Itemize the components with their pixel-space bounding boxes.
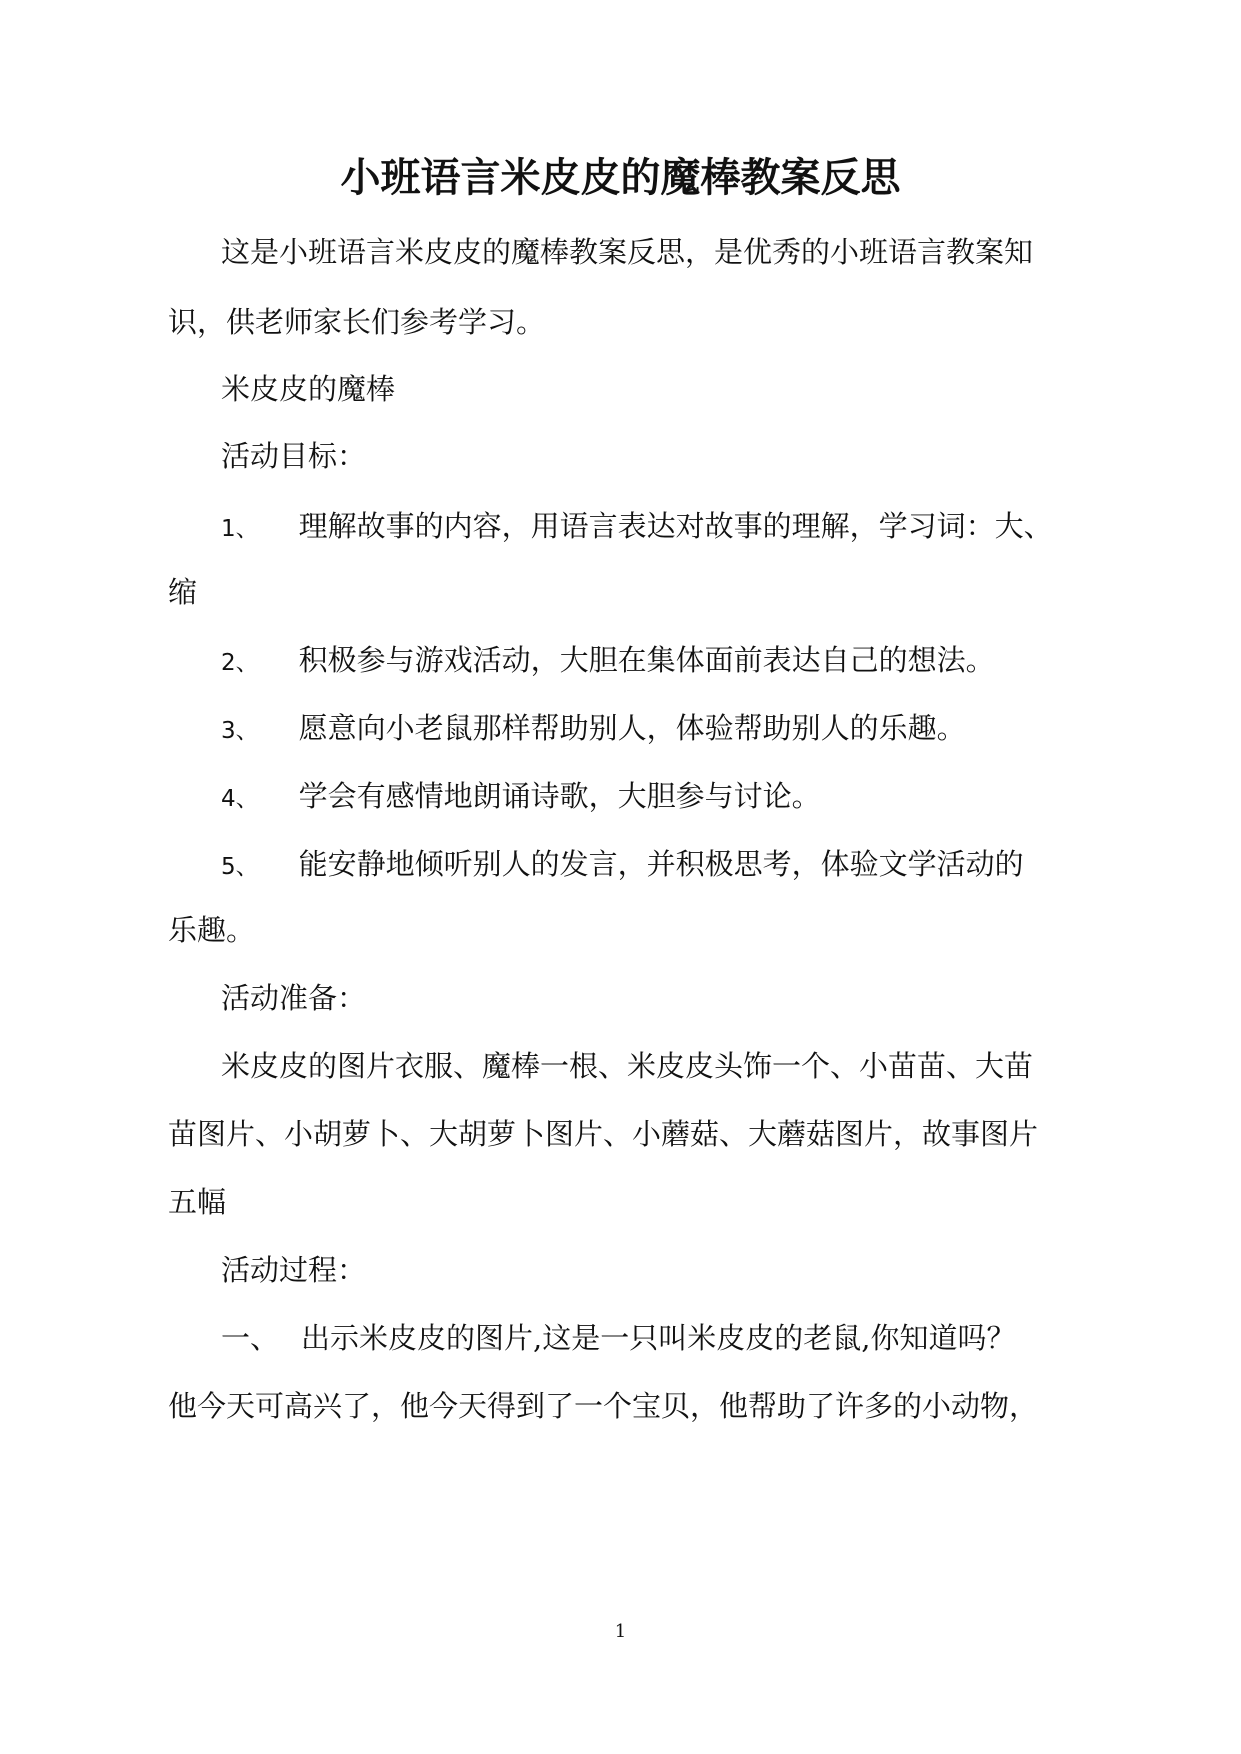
process-step-text: 出示米皮皮的图片,这是一只叫米皮皮的老鼠,你知道吗？: [301, 1321, 1016, 1355]
goal-item-1: [221, 506, 1053, 549]
goal-item-4: [221, 776, 821, 819]
intro-line-1: 这是小班语言米皮皮的魔棒教案反思，是优秀的小班语言教案知: [221, 235, 1034, 269]
page-number: 1: [614, 1621, 627, 1642]
prep-line-3: 五幅: [168, 1185, 227, 1219]
goal-text: 理解故事的内容，用语言表达对故事的理解，学习词：大、: [298, 509, 1053, 543]
goal-number: 5、: [221, 854, 259, 880]
goal-number: 4、: [221, 786, 259, 812]
goal-number: 1、: [221, 516, 259, 542]
process-step-number: 一、: [221, 1321, 280, 1355]
story-title: 米皮皮的魔棒: [221, 372, 396, 406]
goal-item-3: [221, 708, 966, 751]
goal-item-5: [221, 844, 1024, 887]
goal-text: 能安静地倾听别人的发言，并积极思考，体验文学活动的: [298, 847, 1024, 881]
process-heading: 活动过程：: [221, 1253, 367, 1287]
intro-line-2: 识，供老师家长们参考学习。: [168, 305, 546, 339]
goal-text: 积极参与游戏活动，大胆在集体面前表达自己的想法。: [298, 643, 995, 677]
prep-heading: 活动准备：: [221, 981, 367, 1015]
process-step-1: [221, 1318, 1015, 1358]
goal-item-5-continuation: 乐趣。: [168, 913, 256, 947]
process-step-1-continuation: 他今天可高兴了，他今天得到了一个宝贝，他帮助了许多的小动物，: [168, 1389, 1039, 1423]
goal-item-1-continuation: 缩: [168, 575, 198, 609]
document-title: 小班语言米皮皮的魔棒教案反思: [340, 154, 901, 201]
goal-text: 愿意向小老鼠那样帮助别人，体验帮助别人的乐趣。: [298, 711, 966, 745]
goals-heading: 活动目标：: [221, 439, 367, 473]
goal-number: 3、: [221, 718, 259, 744]
prep-line-1: 米皮皮的图片衣服、魔棒一根、米皮皮头饰一个、小苗苗、大苗: [221, 1049, 1034, 1083]
goal-text: 学会有感情地朗诵诗歌，大胆参与讨论。: [298, 779, 821, 813]
goal-number: 2、: [221, 650, 259, 676]
prep-line-2: 苗图片、小胡萝卜、大胡萝卜图片、小蘑菇、大蘑菇图片，故事图片: [168, 1117, 1039, 1151]
goal-item-2: [221, 640, 995, 683]
